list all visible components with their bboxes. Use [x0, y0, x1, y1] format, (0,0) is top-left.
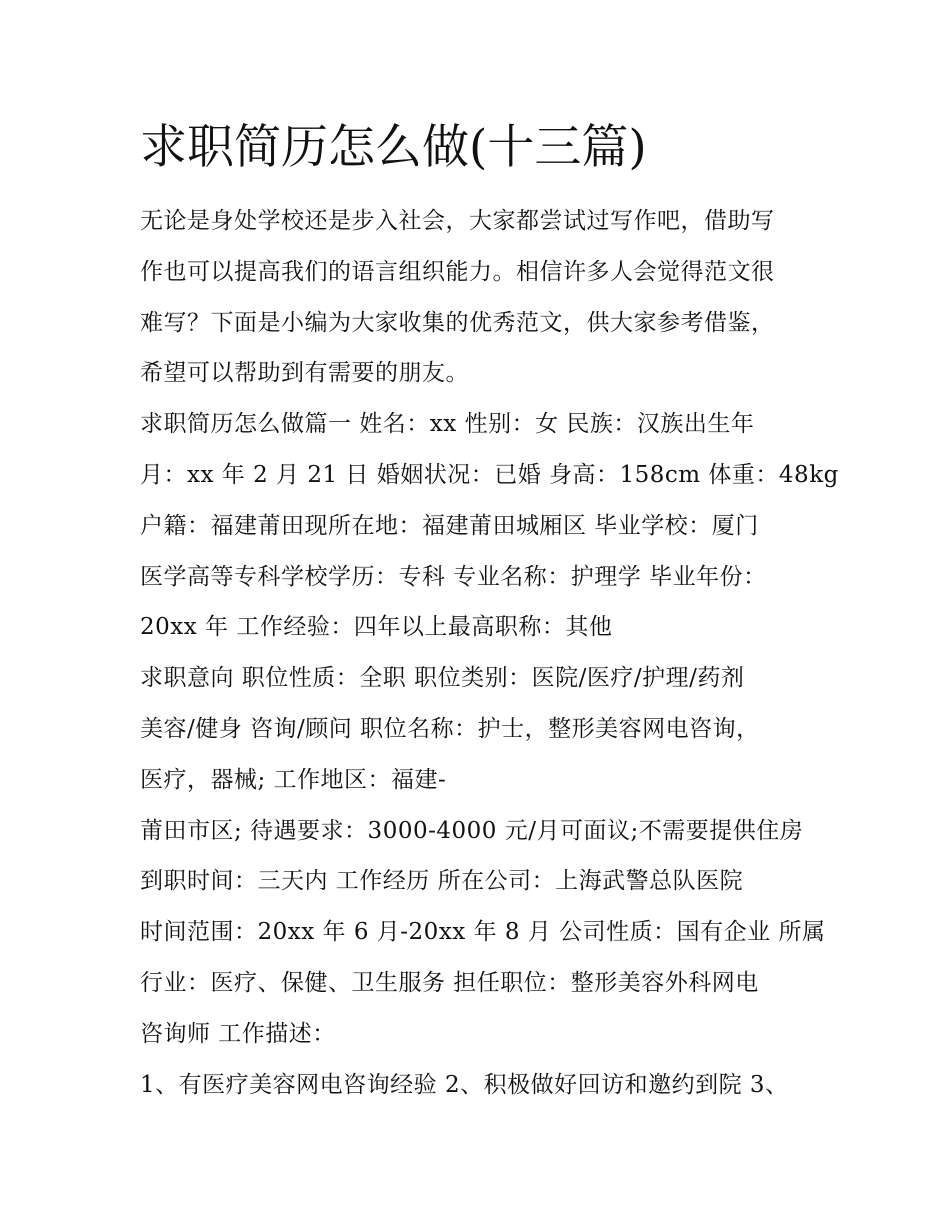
text-line: 行业：医疗、保健、卫生服务 担任职位：整形美容外科网电	[140, 969, 759, 996]
text-line: 无论是身处学校还是步入社会，大家都尝试过写作吧，借助写	[140, 208, 775, 234]
text-line: 莆田市区; 待遇要求：3000-4000 元/月可面议;不需要提供住房	[140, 817, 804, 844]
text-line: 求职简历怎么做篇一 姓名：xx 性别：女 民族：汉族出生年	[140, 411, 755, 438]
document-title: 求职简历怎么做(十三篇)	[140, 120, 647, 175]
document-body	[140, 196, 839, 1110]
text-line: 难写？下面是小编为大家收集的优秀范文，供大家参考借鉴，	[140, 309, 775, 336]
text-line: 时间范围：20xx 年 6 月-20xx 年 8 月 公司性质：国有企业 所属	[140, 919, 826, 946]
text-line: 户籍：福建莆田现所在地：福建莆田城厢区 毕业学校：厦门	[140, 512, 759, 539]
text-line: 20xx 年 工作经验：四年以上最高职称：其他	[140, 614, 613, 641]
text-line: 医疗，器械; 工作地区：福建-	[140, 766, 447, 793]
text-line: 咨询师 工作描述：	[140, 1020, 336, 1047]
text-line: 美容/健身 咨询/顾问 职位名称：护士，整形美容网电咨询，	[140, 715, 760, 742]
text-line: 月：xx 年 2 月 21 日 婚姻状况：已婚 身高：158cm 体重：48kg	[140, 461, 839, 488]
text-line: 求职意向 职位性质：全职 职位类别：医院/医疗/护理/药剂	[140, 665, 745, 692]
text-line: 到职时间：三天内 工作经历 所在公司：上海武警总队医院	[140, 868, 744, 895]
text-line: 医学高等专科学校学历：专科 专业名称：护理学 毕业年份：	[140, 563, 767, 590]
text-line: 作也可以提高我们的语言组织能力。相信许多人会觉得范文很	[140, 258, 775, 285]
text-line: 1、有医疗美容网电咨询经验 2、积极做好回访和邀约到院 3、	[140, 1071, 789, 1098]
text-line: 希望可以帮助到有需要的朋友。	[140, 360, 469, 387]
